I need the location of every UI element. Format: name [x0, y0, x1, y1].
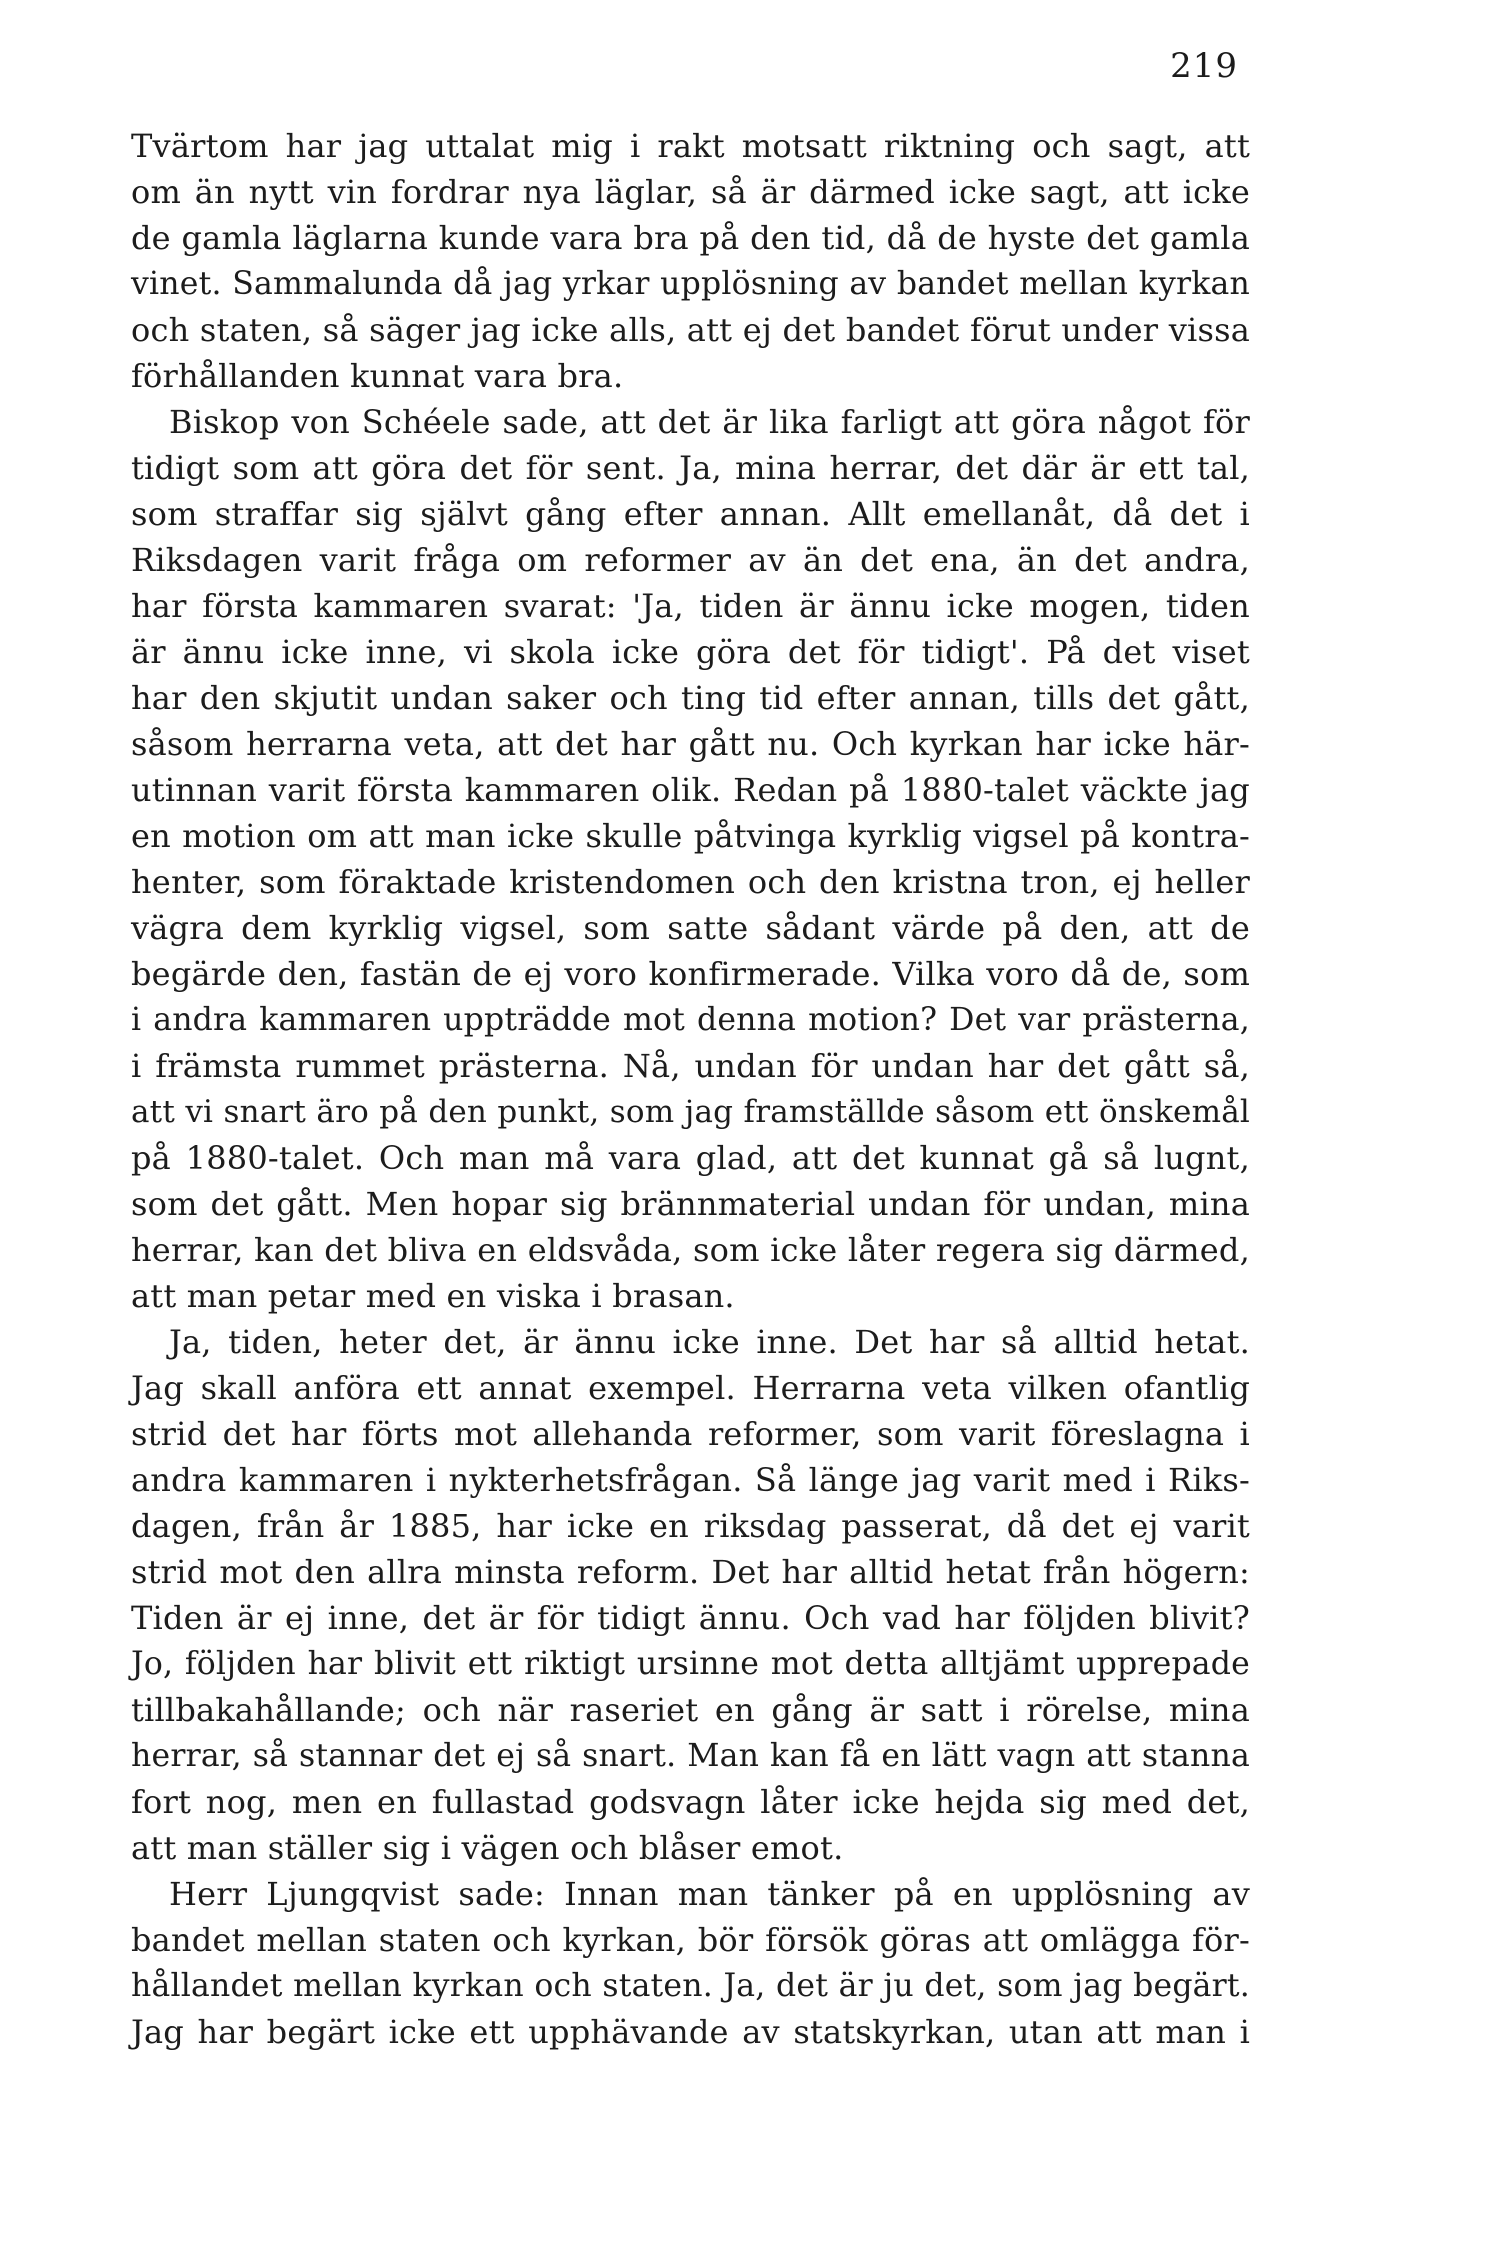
text-line: i andra kammaren uppträdde mot denna motion? Det var prästerna, [131, 1002, 1250, 1038]
text-line: som det gått. Men hopar sig brännmaterial undan för undan, mina [131, 1185, 1250, 1223]
text-line: som straffar sig självt gång efter annan. Allt emellanåt, då det i [131, 495, 1250, 533]
body-text [131, 123, 1250, 2055]
text-line: strid mot den allra minsta reform. Det har alltid hetat från högern: [131, 1553, 1250, 1591]
text-line: att vi snart äro på den punkt, som jag framställde såsom ett önskemål [131, 1094, 1250, 1130]
text-line: Jag har begärt icke ett upphävande av statskyrkan, utan att man i [131, 2013, 1250, 2051]
text-line: Ja, tiden, heter det, är ännu icke inne. Det har så alltid hetat. [169, 1323, 1250, 1361]
text-line: de gamla läglarna kunde vara bra på den tid, då de hyste det gamla [131, 219, 1250, 257]
text-line: i främsta rummet prästerna. Nå, undan för undan har det gått så, [131, 1047, 1250, 1085]
text-line: på 1880-talet. Och man må vara glad, att det kunnat gå så lugnt, [131, 1139, 1250, 1177]
text-line: är ännu icke inne, vi skola icke göra det för tidigt'. På det viset [131, 633, 1250, 671]
text-line: en motion om att man icke skulle påtvinga kyrklig vigsel på kontra- [131, 817, 1250, 855]
text-line: vinet. Sammalunda då jag yrkar upplösning av bandet mellan kyrkan [131, 266, 1250, 302]
text-line: begärde den, fastän de ej voro konfirmerade. Vilka voro då de, som [131, 955, 1250, 993]
text-line: andra kammaren i nykterhetsfrågan. Så länge jag varit med i Riks- [131, 1461, 1250, 1499]
text-line: Herr Ljungqvist sade: Innan man tänker på en upplösning av [169, 1875, 1250, 1913]
text-line: henter, som föraktade kristendomen och den kristna tron, ej heller [131, 863, 1250, 901]
text-line: såsom herrarna veta, att det har gått nu. Och kyrkan har icke här- [131, 725, 1250, 763]
text-line: fort nog, men en fullastad godsvagn låter icke hejda sig med det, [131, 1783, 1250, 1821]
text-line: strid det har förts mot allehanda reformer, som varit föreslagna i [131, 1415, 1250, 1453]
text-line: dagen, från år 1885, har icke en riksdag passerat, då det ej varit [131, 1507, 1250, 1545]
text-line: har den skjutit undan saker och ting tid efter annan, tills det gått, [131, 679, 1250, 717]
text-line: tillbakahållande; och när raseriet en gång är satt i rörelse, mina [131, 1691, 1250, 1729]
text-line: att man ställer sig i vägen och blåser emot. [131, 1829, 844, 1867]
text-line: har första kammaren svarat: 'Ja, tiden är ännu icke mogen, tiden [131, 587, 1250, 625]
text-line: utinnan varit första kammaren olik. Redan på 1880-talet väckte jag [131, 771, 1250, 809]
text-line: förhållanden kunnat vara bra. [131, 357, 624, 395]
text-line: Tvärtom har jag uttalat mig i rakt motsatt riktning och sagt, att [131, 127, 1250, 165]
text-line: herrar, kan det bliva en eldsvåda, som icke låter regera sig därmed, [131, 1231, 1250, 1269]
text-line: tidigt som att göra det för sent. Ja, mina herrar, det där är ett tal, [131, 449, 1250, 487]
text-line: herrar, så stannar det ej så snart. Man kan få en lätt vagn att stanna [131, 1738, 1250, 1774]
text-line: Jo, följden har blivit ett riktigt ursinne mot detta alltjämt upprepade [131, 1646, 1250, 1682]
text-line: om än nytt vin fordrar nya läglar, så är därmed icke sagt, att icke [131, 173, 1250, 211]
text-line: bandet mellan staten och kyrkan, bör försök göras att omlägga för- [131, 1921, 1250, 1959]
page-number: 219 [1170, 46, 1238, 86]
text-line: och staten, så säger jag icke alls, att ej det bandet förut under vissa [131, 311, 1250, 349]
text-line: Tiden är ej inne, det är för tidigt ännu. Och vad har följden blivit? [131, 1599, 1250, 1637]
text-line: att man petar med en viska i brasan. [131, 1277, 735, 1315]
text-line: Biskop von Schéele sade, att det är lika farligt att göra något för [169, 403, 1250, 441]
text-line: vägra dem kyrklig vigsel, som satte sådant värde på den, att de [131, 909, 1250, 947]
text-line: Riksdagen varit fråga om reformer av än det ena, än det andra, [131, 541, 1250, 579]
text-line: Jag skall anföra ett annat exempel. Herrarna veta vilken ofantlig [131, 1369, 1250, 1407]
text-line: hållandet mellan kyrkan och staten. Ja, det är ju det, som jag begärt. [131, 1968, 1250, 2004]
